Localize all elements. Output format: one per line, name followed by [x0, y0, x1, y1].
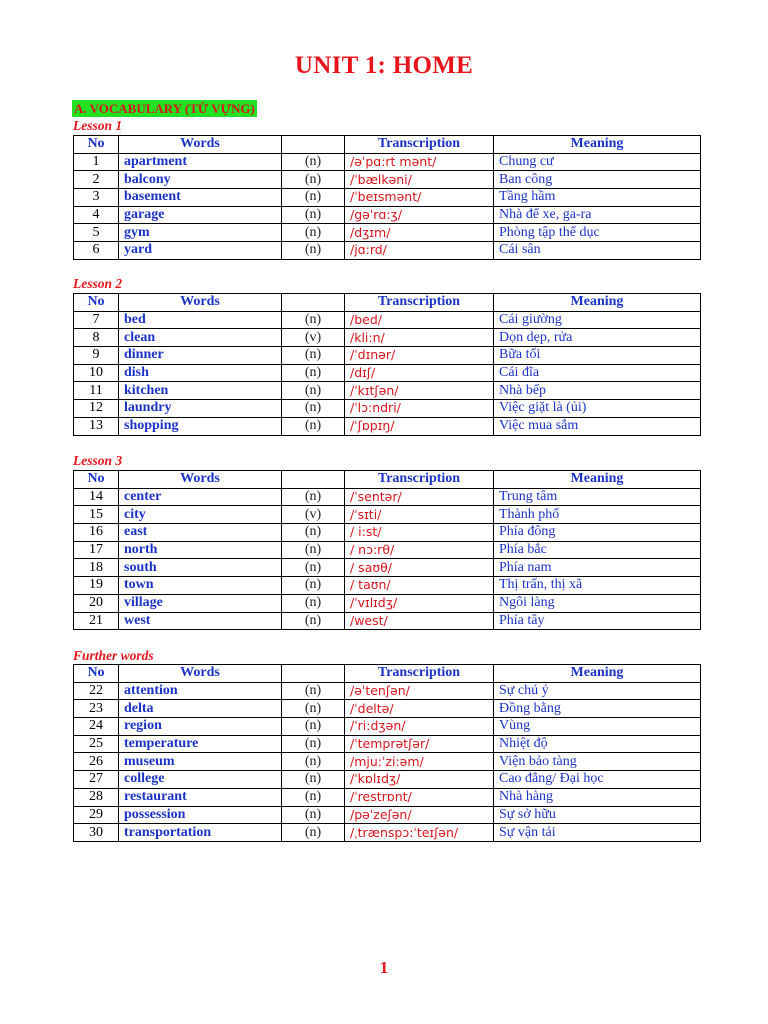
header-transcription: Transcription: [345, 665, 494, 683]
row-number: 18: [74, 559, 119, 577]
header-transcription: Transcription: [345, 294, 494, 312]
row-meaning: Tầng hầm: [494, 189, 701, 207]
row-part-of-speech: (n): [282, 206, 345, 224]
row-number: 16: [74, 524, 119, 542]
table-row: [74, 488, 701, 506]
row-number: 3: [74, 189, 119, 207]
row-part-of-speech: (n): [282, 612, 345, 630]
table-header-row: [74, 665, 701, 683]
row-number: 9: [74, 347, 119, 365]
row-word: south: [119, 559, 282, 577]
row-number: 7: [74, 311, 119, 329]
row-word: balcony: [119, 171, 282, 189]
table-row: [74, 506, 701, 524]
table-row: [74, 806, 701, 824]
table-row: [74, 594, 701, 612]
vocab-table: [73, 664, 701, 842]
row-part-of-speech: (n): [282, 559, 345, 577]
row-word: north: [119, 541, 282, 559]
row-part-of-speech: (n): [282, 364, 345, 382]
row-transcription: /west/: [345, 612, 494, 630]
row-part-of-speech: (n): [282, 382, 345, 400]
row-part-of-speech: (n): [282, 594, 345, 612]
row-transcription: /dɪʃ/: [345, 364, 494, 382]
row-transcription: /ˈlɔ:ndri/: [345, 400, 494, 418]
row-part-of-speech: (n): [282, 753, 345, 771]
row-word: town: [119, 577, 282, 595]
row-meaning: Dọn dẹp, rửa: [494, 329, 701, 347]
row-word: transportation: [119, 824, 282, 842]
table-header-row: [74, 471, 701, 489]
row-part-of-speech: (n): [282, 417, 345, 435]
row-transcription: /ˈdɪnər/: [345, 347, 494, 365]
table-header-row: [74, 136, 701, 154]
row-transcription: /ˈbeɪsmənt/: [345, 189, 494, 207]
row-meaning: Cái sân: [494, 242, 701, 260]
row-transcription: /bed/: [345, 311, 494, 329]
row-transcription: / i:st/: [345, 524, 494, 542]
row-meaning: Nhiệt độ: [494, 735, 701, 753]
table-row: [74, 524, 701, 542]
row-number: 28: [74, 788, 119, 806]
table-row: [74, 400, 701, 418]
row-meaning: Cái đĩa: [494, 364, 701, 382]
table-row: [74, 824, 701, 842]
row-transcription: /mju:ˈzi:əm/: [345, 753, 494, 771]
row-word: delta: [119, 700, 282, 718]
header-meaning: Meaning: [494, 665, 701, 683]
row-transcription: / taʊn/: [345, 577, 494, 595]
table-row: [74, 329, 701, 347]
table-row: [74, 612, 701, 630]
row-number: 27: [74, 771, 119, 789]
section-heading: A. VOCABULARY (TỪ VỰNG): [74, 101, 255, 116]
header-pos: [282, 294, 345, 312]
row-word: garage: [119, 206, 282, 224]
row-number: 26: [74, 753, 119, 771]
table-row: [74, 771, 701, 789]
row-word: dish: [119, 364, 282, 382]
row-meaning: Việc giặt là (ủi): [494, 400, 701, 418]
row-transcription: /ˈri:dʒən/: [345, 718, 494, 736]
row-number: 25: [74, 735, 119, 753]
row-word: dinner: [119, 347, 282, 365]
row-meaning: Phía nam: [494, 559, 701, 577]
row-word: basement: [119, 189, 282, 207]
row-number: 21: [74, 612, 119, 630]
table-row: [74, 206, 701, 224]
header-pos: [282, 136, 345, 154]
header-no: No: [74, 665, 119, 683]
table-row: [74, 382, 701, 400]
row-word: west: [119, 612, 282, 630]
row-part-of-speech: (v): [282, 506, 345, 524]
row-number: 5: [74, 224, 119, 242]
table-row: [74, 753, 701, 771]
row-word: museum: [119, 753, 282, 771]
table-row: [74, 541, 701, 559]
table-row: [74, 417, 701, 435]
row-meaning: Trung tâm: [494, 488, 701, 506]
header-no: No: [74, 294, 119, 312]
row-part-of-speech: (n): [282, 806, 345, 824]
row-number: 19: [74, 577, 119, 595]
row-meaning: Ban công: [494, 171, 701, 189]
row-number: 11: [74, 382, 119, 400]
row-part-of-speech: (n): [282, 682, 345, 700]
row-word: possession: [119, 806, 282, 824]
table-row: [74, 171, 701, 189]
row-part-of-speech: (n): [282, 735, 345, 753]
lesson-label: Further words: [73, 648, 154, 663]
row-part-of-speech: (n): [282, 153, 345, 171]
row-meaning: Phía tây: [494, 612, 701, 630]
table-row: [74, 347, 701, 365]
header-meaning: Meaning: [494, 136, 701, 154]
row-number: 8: [74, 329, 119, 347]
row-part-of-speech: (n): [282, 771, 345, 789]
row-part-of-speech: (n): [282, 577, 345, 595]
row-meaning: Sự sở hữu: [494, 806, 701, 824]
row-number: 14: [74, 488, 119, 506]
row-word: apartment: [119, 153, 282, 171]
row-transcription: /ˈsentər/: [345, 488, 494, 506]
row-part-of-speech: (n): [282, 824, 345, 842]
row-part-of-speech: (v): [282, 329, 345, 347]
row-transcription: / saʊθ/: [345, 559, 494, 577]
row-part-of-speech: (n): [282, 541, 345, 559]
table-row: [74, 189, 701, 207]
header-no: No: [74, 136, 119, 154]
row-number: 23: [74, 700, 119, 718]
row-transcription: /gəˈrɑ:ʒ/: [345, 206, 494, 224]
row-transcription: /əˈpɑ:rt mənt/: [345, 153, 494, 171]
header-words: Words: [119, 471, 282, 489]
table-row: [74, 718, 701, 736]
row-meaning: Thành phố: [494, 506, 701, 524]
row-transcription: /ˈbælkəni/: [345, 171, 494, 189]
table-row: [74, 153, 701, 171]
row-part-of-speech: (n): [282, 788, 345, 806]
row-transcription: /ˈtemprətʃər/: [345, 735, 494, 753]
row-meaning: Nhà hàng: [494, 788, 701, 806]
row-meaning: Nhà bếp: [494, 382, 701, 400]
row-part-of-speech: (n): [282, 700, 345, 718]
row-meaning: Nhà để xe, ga-ra: [494, 206, 701, 224]
lesson-label: Lesson 2: [73, 276, 123, 291]
row-word: laundry: [119, 400, 282, 418]
row-meaning: Thị trấn, thị xã: [494, 577, 701, 595]
row-transcription: /ˈsɪti/: [345, 506, 494, 524]
row-word: attention: [119, 682, 282, 700]
row-meaning: Bữa tối: [494, 347, 701, 365]
row-part-of-speech: (n): [282, 488, 345, 506]
header-transcription: Transcription: [345, 136, 494, 154]
row-number: 22: [74, 682, 119, 700]
row-transcription: /ˈkɪtʃən/: [345, 382, 494, 400]
row-number: 2: [74, 171, 119, 189]
header-meaning: Meaning: [494, 471, 701, 489]
row-transcription: /ˌtrænspɔ:ˈteɪʃən/: [345, 824, 494, 842]
row-number: 6: [74, 242, 119, 260]
table-row: [74, 224, 701, 242]
row-word: restaurant: [119, 788, 282, 806]
table-row: [74, 788, 701, 806]
table-row: [74, 559, 701, 577]
row-number: 13: [74, 417, 119, 435]
table-row: [74, 700, 701, 718]
row-word: clean: [119, 329, 282, 347]
row-transcription: /ˈʃɒpɪŋ/: [345, 417, 494, 435]
row-transcription: / nɔ:rθ/: [345, 541, 494, 559]
row-word: center: [119, 488, 282, 506]
row-word: city: [119, 506, 282, 524]
row-word: yard: [119, 242, 282, 260]
row-word: village: [119, 594, 282, 612]
row-part-of-speech: (n): [282, 171, 345, 189]
table-row: [74, 735, 701, 753]
row-number: 10: [74, 364, 119, 382]
row-meaning: Cao đẳng/ Đại học: [494, 771, 701, 789]
row-meaning: Ngôi làng: [494, 594, 701, 612]
row-transcription: /kli:n/: [345, 329, 494, 347]
row-word: kitchen: [119, 382, 282, 400]
row-part-of-speech: (n): [282, 400, 345, 418]
row-number: 12: [74, 400, 119, 418]
row-part-of-speech: (n): [282, 524, 345, 542]
row-word: region: [119, 718, 282, 736]
table-header-row: [74, 294, 701, 312]
row-part-of-speech: (n): [282, 347, 345, 365]
lesson-label: Lesson 1: [73, 118, 123, 133]
row-meaning: Phía đông: [494, 524, 701, 542]
table-row: [74, 311, 701, 329]
row-meaning: Viện bảo tàng: [494, 753, 701, 771]
row-word: east: [119, 524, 282, 542]
row-part-of-speech: (n): [282, 242, 345, 260]
header-words: Words: [119, 294, 282, 312]
row-transcription: /əˈtenʃən/: [345, 682, 494, 700]
row-meaning: Vùng: [494, 718, 701, 736]
table-row: [74, 682, 701, 700]
row-number: 24: [74, 718, 119, 736]
row-number: 15: [74, 506, 119, 524]
row-part-of-speech: (n): [282, 718, 345, 736]
row-transcription: /ˈrestrɒnt/: [345, 788, 494, 806]
table-row: [74, 242, 701, 260]
row-meaning: Phía bắc: [494, 541, 701, 559]
header-pos: [282, 471, 345, 489]
lesson-label: Lesson 3: [73, 453, 123, 468]
vocab-table: [73, 470, 701, 630]
row-number: 17: [74, 541, 119, 559]
header-transcription: Transcription: [345, 471, 494, 489]
table-row: [74, 577, 701, 595]
row-part-of-speech: (n): [282, 189, 345, 207]
row-number: 30: [74, 824, 119, 842]
row-word: shopping: [119, 417, 282, 435]
header-pos: [282, 665, 345, 683]
header-words: Words: [119, 665, 282, 683]
header-meaning: Meaning: [494, 294, 701, 312]
row-word: bed: [119, 311, 282, 329]
row-meaning: Việc mua sắm: [494, 417, 701, 435]
row-transcription: /jɑ:rd/: [345, 242, 494, 260]
page-number: 1: [379, 958, 389, 977]
row-meaning: Cái giường: [494, 311, 701, 329]
row-transcription: /ˈvɪlɪdʒ/: [345, 594, 494, 612]
row-word: college: [119, 771, 282, 789]
row-word: gym: [119, 224, 282, 242]
header-no: No: [74, 471, 119, 489]
row-meaning: Phòng tập thể dục: [494, 224, 701, 242]
page-title: UNIT 1: HOME: [294, 52, 474, 79]
vocab-table: [73, 293, 701, 436]
row-transcription: /ˈdeltə/: [345, 700, 494, 718]
row-number: 20: [74, 594, 119, 612]
row-transcription: /pəˈzeʃən/: [345, 806, 494, 824]
vocab-table: [73, 135, 701, 260]
row-part-of-speech: (n): [282, 224, 345, 242]
row-transcription: /ˈkɒlɪdʒ/: [345, 771, 494, 789]
header-words: Words: [119, 136, 282, 154]
row-number: 4: [74, 206, 119, 224]
table-row: [74, 364, 701, 382]
row-word: temperature: [119, 735, 282, 753]
row-meaning: Chung cư: [494, 153, 701, 171]
row-meaning: Đồng bằng: [494, 700, 701, 718]
row-part-of-speech: (n): [282, 311, 345, 329]
row-number: 29: [74, 806, 119, 824]
row-meaning: Sự vận tải: [494, 824, 701, 842]
row-number: 1: [74, 153, 119, 171]
row-transcription: /dʒɪm/: [345, 224, 494, 242]
row-meaning: Sự chú ý: [494, 682, 701, 700]
